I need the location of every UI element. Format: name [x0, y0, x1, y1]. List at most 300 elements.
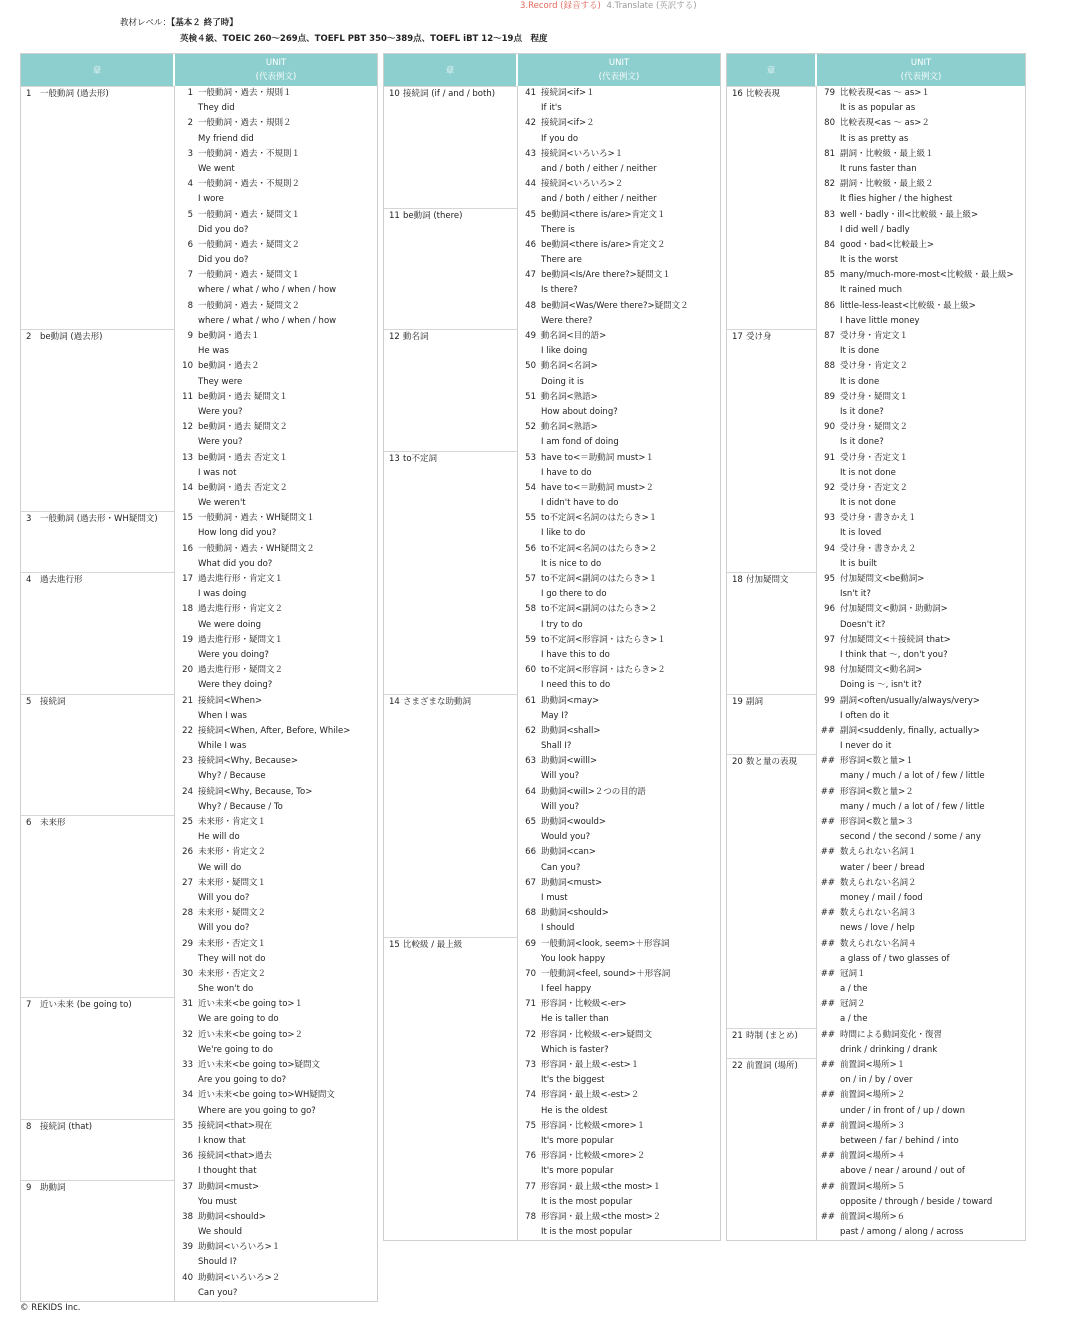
- unit-example-row: [727, 769, 1025, 784]
- chapter-cell: [384, 268, 518, 283]
- chapter-cell: [384, 1134, 518, 1149]
- unit-example: Isn't it?: [840, 589, 871, 600]
- chapter-cell: [727, 1043, 817, 1058]
- unit-example-row: [384, 132, 720, 147]
- chapter-cell: [727, 602, 817, 617]
- chapter-cell: [384, 223, 518, 238]
- chapter-cell: [727, 557, 817, 572]
- unit-example: I am fond of doing: [541, 437, 619, 448]
- chapter-cell: [384, 1210, 518, 1225]
- chapter-label: [26, 1182, 66, 1195]
- unit-title: to不定詞<名詞のはたらき>２: [541, 543, 658, 554]
- unit-number: 21: [182, 695, 193, 706]
- chapter-cell: [21, 602, 175, 617]
- unit-title: 数えられない名詞４: [840, 938, 917, 949]
- unit-title-row: [21, 602, 377, 617]
- chapter-label: [389, 453, 437, 466]
- chapter-cell: [727, 997, 817, 1012]
- unit-title-row: [727, 1119, 1025, 1134]
- chapter-cell: [21, 1043, 175, 1058]
- unit-example-row: [727, 162, 1025, 177]
- chapter-cell: [384, 314, 518, 329]
- unit-number: 11: [182, 391, 193, 402]
- unit-title-row: [384, 1149, 720, 1164]
- unit-example: It is done: [840, 346, 880, 357]
- unit-number: 61: [525, 695, 536, 706]
- unit-title-row: [727, 1210, 1025, 1225]
- chapter-cell: [384, 1012, 518, 1027]
- unit-example-row: [21, 891, 377, 906]
- chapter-cell: [727, 1195, 817, 1210]
- unit-number: ##: [820, 1060, 835, 1070]
- chapter-cell: [727, 739, 817, 754]
- unit-example: They will not do: [198, 953, 266, 964]
- chapter-cell: [384, 283, 518, 298]
- unit-title-row: [21, 481, 377, 496]
- chapter-cell: [727, 830, 817, 845]
- unit-example: I know that: [198, 1135, 246, 1146]
- unit-example-row: [384, 1043, 720, 1058]
- unit-number: 7: [187, 270, 193, 281]
- unit-example: news / love / help: [840, 923, 915, 934]
- unit-title: to不定詞<形容詞・はたらき>２: [541, 665, 666, 676]
- unit-example-row: [21, 1043, 377, 1058]
- chapter-cell: [727, 1225, 817, 1240]
- chapter-cell: [384, 192, 518, 207]
- unit-number: 93: [824, 513, 835, 524]
- unit-title: 数えられない名詞３: [840, 908, 917, 919]
- chapter-cell: [21, 967, 175, 982]
- unit-title: 副詞<suddenly, finally, actually>: [840, 725, 980, 736]
- chapter-cell: [21, 526, 175, 541]
- unit-example: Can you?: [541, 862, 581, 873]
- unit-example-row: [21, 587, 377, 602]
- chapter-cell: [727, 253, 817, 268]
- unit-title-row: [21, 299, 377, 314]
- unit-title: 形容詞・比較級<more>２: [541, 1151, 646, 1162]
- unit-title: 前置詞<場所>１: [840, 1060, 906, 1070]
- unit-title-row: [21, 1271, 377, 1286]
- chapter-number: 4: [26, 575, 32, 585]
- chapter-cell: [384, 435, 518, 450]
- chapter-cell: [21, 694, 175, 709]
- unit-example-row: [21, 739, 377, 754]
- chapter-cell: [384, 1149, 518, 1164]
- unit-number: 78: [525, 1211, 536, 1222]
- unit-example-row: [727, 1225, 1025, 1240]
- unit-number: ##: [820, 1029, 835, 1040]
- unit-example: Is there?: [541, 285, 578, 296]
- unit-title-row: [727, 208, 1025, 223]
- chapter-cell: [21, 648, 175, 663]
- chapter-cell: [384, 253, 518, 268]
- unit-number: 47: [525, 270, 536, 281]
- unit-example: I did well / badly: [840, 224, 910, 235]
- unit-number: 8: [187, 300, 193, 311]
- unit-example-row: [21, 557, 377, 572]
- unit-title: 助動詞<willl>: [541, 756, 598, 767]
- unit-number: 28: [182, 908, 193, 919]
- unit-number: 29: [182, 938, 193, 949]
- chapter-cell: [21, 891, 175, 906]
- unit-example: a / the: [840, 1014, 868, 1025]
- table-body: [21, 86, 377, 1301]
- unit-example-row: [21, 132, 377, 147]
- chapter-cell: [384, 344, 518, 359]
- unit-title: 前置詞<場所>６: [840, 1211, 906, 1222]
- unit-number: 52: [525, 422, 536, 433]
- unit-number: 45: [525, 209, 536, 220]
- unit-example: He was: [198, 346, 229, 357]
- chapter-title: 受け身: [746, 332, 772, 342]
- unit-example-row: [727, 678, 1025, 693]
- chapter-cell: [21, 633, 175, 648]
- unit-title-row: [727, 542, 1025, 557]
- chapter-cell: [727, 967, 817, 982]
- unit-example: It's the biggest: [541, 1075, 605, 1086]
- unit-example-row: [727, 557, 1025, 572]
- chapter-cell: [21, 542, 175, 557]
- chapter-number: 22: [732, 1061, 743, 1071]
- unit-title: 動名詞<目的語>: [541, 331, 607, 341]
- unit-title: 近い未来<be going to>２: [198, 1029, 304, 1040]
- chapter-cell: [21, 283, 175, 298]
- unit-number: 83: [824, 209, 835, 220]
- unit-example: Are you going to do?: [198, 1075, 287, 1086]
- chapter-cell: [21, 405, 175, 420]
- chapter-cell: [21, 86, 175, 101]
- unit-number: 33: [182, 1060, 193, 1070]
- chapter-header: 章: [384, 54, 518, 86]
- unit-example-row: [727, 891, 1025, 906]
- unit-number: 40: [182, 1272, 193, 1283]
- unit-title: 時間による動詞変化・復習: [840, 1029, 943, 1040]
- unit-number: 75: [525, 1120, 536, 1131]
- unit-example-row: [384, 283, 720, 298]
- unit-example-row: [384, 435, 720, 450]
- chapter-cell: [21, 435, 175, 450]
- copyright: © REKIDS Inc.: [20, 1303, 81, 1313]
- unit-example-row: [384, 618, 720, 633]
- unit-number: 99: [824, 695, 835, 706]
- unit-title: 一般動詞・過去・疑問文１: [198, 270, 301, 281]
- unit-number: ##: [820, 817, 835, 827]
- unit-number: 46: [525, 239, 536, 250]
- unit-title: be動詞・過去２: [198, 361, 260, 372]
- chapter-cell: [384, 952, 518, 967]
- unit-number: ##: [820, 1120, 835, 1131]
- chapter-number: 11: [389, 210, 400, 221]
- unit-example-row: [727, 223, 1025, 238]
- unit-number: 96: [824, 604, 835, 615]
- chapter-cell: [727, 208, 817, 223]
- unit-title-row: [727, 268, 1025, 283]
- chapter-cell: [21, 830, 175, 845]
- unit-example-row: [384, 557, 720, 572]
- unit-example-row: [727, 709, 1025, 724]
- unit-example: They did: [198, 103, 235, 114]
- unit-number: 63: [525, 756, 536, 767]
- unit-example: You must: [198, 1196, 237, 1207]
- unit-number: 72: [525, 1029, 536, 1040]
- unit-example: It is not done: [840, 467, 896, 478]
- chapter-title: 一般動詞 (過去形・WH疑問文): [40, 514, 158, 525]
- unit-example-row: [21, 526, 377, 541]
- chapter-cell: [21, 1119, 175, 1134]
- unit-number: 79: [824, 88, 835, 98]
- unit-example-row: [727, 1164, 1025, 1179]
- unit-title-row: [727, 451, 1025, 466]
- chapter-cell: [384, 1225, 518, 1240]
- unit-number: 69: [525, 938, 536, 949]
- unit-title: 接続詞<that>現在: [198, 1120, 273, 1131]
- chapter-cell: [21, 876, 175, 891]
- unit-example: She won't do: [198, 984, 254, 995]
- unit-example: I didn't have to do: [541, 498, 619, 509]
- unit-example: How about doing?: [541, 406, 618, 417]
- unit-example-row: [21, 618, 377, 633]
- chapter-label: [26, 574, 83, 587]
- chapter-cell: [727, 633, 817, 648]
- chapter-cell: [384, 830, 518, 845]
- unit-title-row: [21, 359, 377, 374]
- unit-example-row: [21, 830, 377, 845]
- unit-title-row: [727, 238, 1025, 253]
- unit-title-row: [384, 1180, 720, 1195]
- chapter-cell: [21, 177, 175, 192]
- unit-title: 受け身・否定文１: [840, 452, 909, 463]
- chapter-cell: [21, 1210, 175, 1225]
- chapter-label: [732, 696, 763, 709]
- chapter-cell: [384, 785, 518, 800]
- chapter-cell: [384, 557, 518, 572]
- unit-number: 64: [525, 786, 536, 797]
- unit-number: 77: [525, 1181, 536, 1192]
- chapter-cell: [21, 1058, 175, 1073]
- unit-number: 13: [182, 452, 193, 463]
- chapter-cell: [21, 208, 175, 223]
- unit-title-row: [21, 1058, 377, 1073]
- unit-number: 80: [824, 118, 835, 129]
- chapter-cell: [727, 451, 817, 466]
- unit-title: 形容詞<数と量>２: [840, 786, 914, 797]
- unit-title-row: [21, 238, 377, 253]
- unit-title-row: [21, 1119, 377, 1134]
- unit-example-row: [21, 709, 377, 724]
- chapter-number: 10: [389, 89, 400, 99]
- unit-example-row: [21, 496, 377, 511]
- unit-title-row: [727, 572, 1025, 587]
- unit-example: It is not done: [840, 498, 896, 509]
- chapter-cell: [727, 694, 817, 709]
- unit-title-row: [384, 815, 720, 830]
- chapter-title: 未来形: [40, 818, 66, 828]
- unit-example: I go there to do: [541, 589, 607, 600]
- chapter-cell: [384, 496, 518, 511]
- chapter-cell: [21, 238, 175, 253]
- unit-example-row: [21, 861, 377, 876]
- unit-example-row: [384, 405, 720, 420]
- unit-example-row: [384, 648, 720, 663]
- unit-example-row: [384, 891, 720, 906]
- unit-example-row: [727, 253, 1025, 268]
- chapter-title: 副詞: [746, 696, 764, 707]
- unit-title: be動詞・過去 疑問文２: [198, 422, 288, 433]
- chapter-cell: [384, 329, 518, 344]
- unit-example: Doing it is: [541, 376, 584, 387]
- unit-example: It is loved: [840, 528, 882, 539]
- unit-example-row: [384, 587, 720, 602]
- unit-example: May I?: [541, 710, 569, 721]
- chapter-cell: [384, 1028, 518, 1043]
- unit-title: 近い未来<be going to>１: [198, 999, 304, 1010]
- unit-title: 付加疑問文<動詞・助動詞>: [840, 604, 948, 615]
- unit-number: 84: [824, 239, 835, 250]
- unit-example: He is the oldest: [541, 1105, 608, 1116]
- chapter-cell: [21, 344, 175, 359]
- unit-title: 一般動詞・過去・疑問文２: [198, 300, 301, 311]
- unit-title-row: [21, 785, 377, 800]
- unit-example: We're going to do: [198, 1044, 273, 1055]
- unit-title-row: [384, 542, 720, 557]
- unit-example: We should: [198, 1227, 242, 1238]
- chapter-title: さまざまな助動詞: [403, 696, 472, 707]
- unit-number: 20: [182, 665, 193, 676]
- unit-example: It is as popular as: [840, 103, 916, 114]
- unit-example-row: [727, 982, 1025, 997]
- chapter-cell: [384, 359, 518, 374]
- unit-example: He will do: [198, 832, 240, 843]
- unit-title-row: [727, 1180, 1025, 1195]
- chapter-cell: [384, 177, 518, 192]
- level-value: 【基本２ 終了時】: [171, 18, 238, 28]
- chapter-cell: [384, 162, 518, 177]
- unit-example-row: [21, 1225, 377, 1240]
- unit-number: 44: [525, 179, 536, 190]
- curriculum-table-3: [726, 53, 1026, 1241]
- unit-example: Why? / Because: [198, 771, 266, 782]
- unit-title-row: [727, 1088, 1025, 1103]
- chapter-cell: [727, 375, 817, 390]
- chapter-cell: [727, 344, 817, 359]
- unit-title: be動詞<Was/Were there?>疑問文２: [541, 300, 689, 311]
- chapter-cell: [384, 466, 518, 481]
- chapter-label: [26, 331, 102, 344]
- unit-title: 受け身・肯定文２: [840, 361, 909, 372]
- chapter-label: [26, 696, 66, 709]
- chapter-label: [26, 817, 66, 830]
- unit-example-row: [727, 314, 1025, 329]
- unit-title: 付加疑問文<動名詞>: [840, 665, 923, 676]
- unit-example-row: [21, 1134, 377, 1149]
- unit-title-row: [21, 208, 377, 223]
- chapter-cell: [21, 1028, 175, 1043]
- chapter-title: 過去進行形: [40, 575, 83, 585]
- unit-title-row: [384, 420, 720, 435]
- chapter-cell: [727, 238, 817, 253]
- chapter-cell: [727, 116, 817, 131]
- unit-title: 接続詞<Why, Because, To>: [198, 786, 313, 797]
- chapter-cell: [384, 937, 518, 952]
- unit-example-row: [384, 739, 720, 754]
- chapter-cell: [384, 1104, 518, 1119]
- unit-title: 助動詞<would>: [541, 817, 607, 827]
- chapter-cell: [727, 405, 817, 420]
- unit-title: 接続詞<When>: [198, 695, 263, 706]
- chapter-cell: [384, 602, 518, 617]
- unit-example-row: [21, 344, 377, 359]
- unit-title: 接続詞<Why, Because>: [198, 756, 298, 767]
- unit-title-row: [727, 633, 1025, 648]
- unit-title-row: [21, 116, 377, 131]
- unit-title: 形容詞・比較級<-er>: [541, 999, 627, 1010]
- unit-title: 受け身・否定文２: [840, 482, 909, 493]
- unit-title-row: [384, 845, 720, 860]
- unit-title: 未来形・肯定文１: [198, 817, 267, 827]
- unit-example: I never do it: [840, 741, 892, 752]
- unit-title-row: [384, 997, 720, 1012]
- unit-example-row: [384, 466, 720, 481]
- unit-number: 67: [525, 877, 536, 888]
- unit-example: Were they doing?: [198, 680, 273, 691]
- unit-example-row: [21, 982, 377, 997]
- unit-number: 66: [525, 847, 536, 858]
- unit-number: 43: [525, 148, 536, 159]
- chapter-cell: [727, 937, 817, 952]
- unit-example-row: [727, 587, 1025, 602]
- unit-example-row: [21, 253, 377, 268]
- chapter-cell: [384, 526, 518, 541]
- unit-title-row: [21, 876, 377, 891]
- unit-example-row: [384, 1134, 720, 1149]
- chapter-number: 18: [732, 575, 743, 585]
- chapter-cell: [384, 451, 518, 466]
- chapter-cell: [384, 633, 518, 648]
- unit-number: 6: [187, 239, 193, 250]
- chapter-number: 12: [389, 332, 400, 342]
- chapter-cell: [21, 845, 175, 860]
- unit-example: It is the worst: [840, 255, 899, 266]
- unit-example-row: [384, 830, 720, 845]
- chapter-cell: [727, 845, 817, 860]
- unit-example-row: [21, 314, 377, 329]
- unit-example-row: [384, 1164, 720, 1179]
- unit-number: 3: [187, 148, 193, 159]
- unit-example-row: [384, 1195, 720, 1210]
- unit-title: 副詞・比較級・最上級１: [840, 148, 934, 159]
- unit-example: It is as pretty as: [840, 133, 909, 144]
- chapter-title: to不定詞: [403, 453, 438, 464]
- unit-example: I need this to do: [541, 680, 611, 691]
- unit-number: 62: [525, 725, 536, 736]
- unit-title: 比較表現<as 〜 as>１: [840, 88, 930, 98]
- unit-title-row: [21, 1180, 377, 1195]
- unit-example-row: [21, 101, 377, 116]
- unit-title: 副詞・比較級・最上級２: [840, 179, 934, 190]
- chapter-cell: [384, 967, 518, 982]
- chapter-cell: [727, 678, 817, 693]
- chapter-label: [389, 210, 462, 223]
- unit-number: ##: [820, 1181, 835, 1192]
- unit-number: 4: [187, 179, 193, 190]
- chapter-cell: [21, 1012, 175, 1027]
- step-record: 3.Record (録音する): [520, 1, 601, 11]
- unit-number: 24: [182, 786, 193, 797]
- unit-title-row: [21, 542, 377, 557]
- unit-number: 59: [525, 634, 536, 645]
- table-header: [21, 54, 377, 86]
- chapter-title: be動詞 (there): [403, 210, 463, 221]
